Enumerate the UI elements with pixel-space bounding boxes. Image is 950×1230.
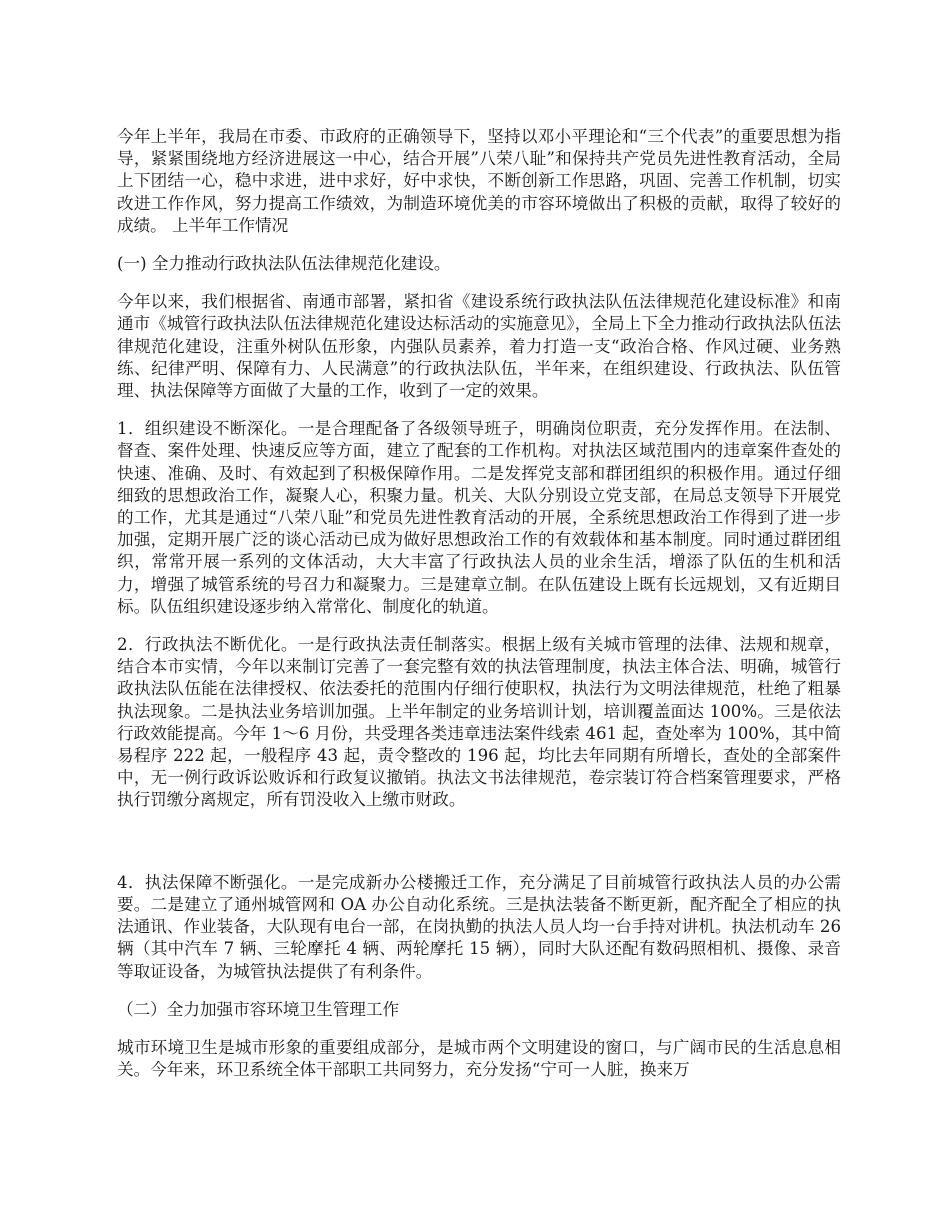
blank-gap bbox=[117, 828, 841, 872]
intro-paragraph: 今年上半年，我局在市委、市政府的正确领导下，坚持以邓小平理论和“三个代表”的重要思想为指导，紧紧围绕地方经济进展这一中心，结合开展”八荣八耻”和保持共产党员先进性教育活动，全局上下团结一心，稳中求进，进中求好，好中求快，不断创新工作思路，巩固、完善工作机制，切实改进工作作风，努力提高工作绩效，为制造环境优美的市容环境做出了积极的贡献，取得了较好的成绩。 上半年工作情况 bbox=[117, 127, 841, 235]
section-2-intro-paragraph: 城市环境卫生是城市形象的重要组成部分，是城市两个文明建设的窗口，与广阔市民的生活息息相关。今年来，环卫系统全体干部职工共同努力，充分发扬“宁可一人脏，换来万 bbox=[117, 1037, 841, 1080]
section-1-intro-paragraph: 今年以来，我们根据省、南通市部署，紧扣省《建设系统行政执法队伍法律规范化建设标准》和南通市《城管行政执法队伍法律规范化建设达标活动的实施意见》，全局上下全力推动行政执法队伍法律规范化建设，注重外树队伍形象，内强队员素养，着力打造一支“政治合格、作风过硬、业务熟练、纪律严明、保障有力、人民满意”的行政执法队伍，半年来，在组织建设、行政执法、队伍管理、执法保障等方面做了大量的工作，收到了一定的效果。 bbox=[117, 292, 841, 401]
item-2-paragraph: 2．行政执法不断优化。一是行政执法责任制落实。根据上级有关城市管理的法律、法规和规章，结合本市实情，今年以来制订完善了一套完整有效的执法管理制度，执法主体合法、明确，城管行政执法队伍能在法律授权、依法委托的范围内仔细行使职权，执法行为文明法律规范，杜绝了粗暴执法现象。二是执法业务培训加强。上半年制定的业务培训计划，培训覆盖面达 100%。三是依法行政效能提高。今年 1～6 月份，共受理各类违章违法案件线索 461 起，查处率为 100%，其中简易程序 222 起，一般程序 43 起，责令整改的 196 起，均比去年同期有所增长，查处的全部案件中，无一例行政诉讼败诉和行政复议撤销。执法文书法律规范，卷宗装订符合档案管理要求，严格执行罚缴分离规定，所有罚没收入上缴市财政。 bbox=[117, 635, 841, 810]
section-1-heading: (一) 全力推动行政执法队伍法律规范化建设。 bbox=[117, 254, 451, 274]
item-1-paragraph: 1．组织建设不断深化。一是合理配备了各级领导班子，明确岗位职责，充分发挥作用。在法制、督查、案件处理、快速反应等方面，建立了配套的工作机构。对执法区域范围内的违章案件查处的快速、准确、及时、有效起到了积极保障作用。二是发挥党支部和群团组织的积极作用。通过仔细细致的思想政治工作，凝聚人心，积聚力量。机关、大队分别设立党支部，在局总支领导下开展党的工作，尤其是通过“八荣八耻”和党员先进性教育活动的开展，全系统思想政治工作得到了进一步加强，定期开展广泛的谈心活动已成为做好思想政治工作的有效载体和基本制度。同时通过群团组织，常常开展一系列的文体活动，大大丰富了行政执法人员的业余生活，增添了队伍的生机和活力，增强了城管系统的号召力和凝聚力。三是建章立制。在队伍建设上既有长远规划，又有近期目标。队伍组织建设逐步纳入常常化、制度化的轨道。 bbox=[117, 419, 841, 616]
document-page bbox=[117, 126, 841, 1097]
section-2-heading: （二）全力加强市容环境卫生管理工作 bbox=[117, 999, 400, 1019]
item-4-paragraph: 4．执法保障不断强化。一是完成新办公楼搬迁工作，充分满足了目前城管行政执法人员的办公需要。二是建立了通州城管网和 OA 办公自动化系统。三是执法装备不断更新，配齐配全了相应的执法通讯、作业装备，大队现有电台一部，在岗执勤的执法人员人均一台手持对讲机。执法机动车 26 辆（其中汽车 7 辆、三轮摩托 4 辆、两轮摩托 15 辆），同时大队还配有数码照相机、摄像、录音等取证设备，为城管执法提供了有利条件。 bbox=[117, 872, 841, 981]
